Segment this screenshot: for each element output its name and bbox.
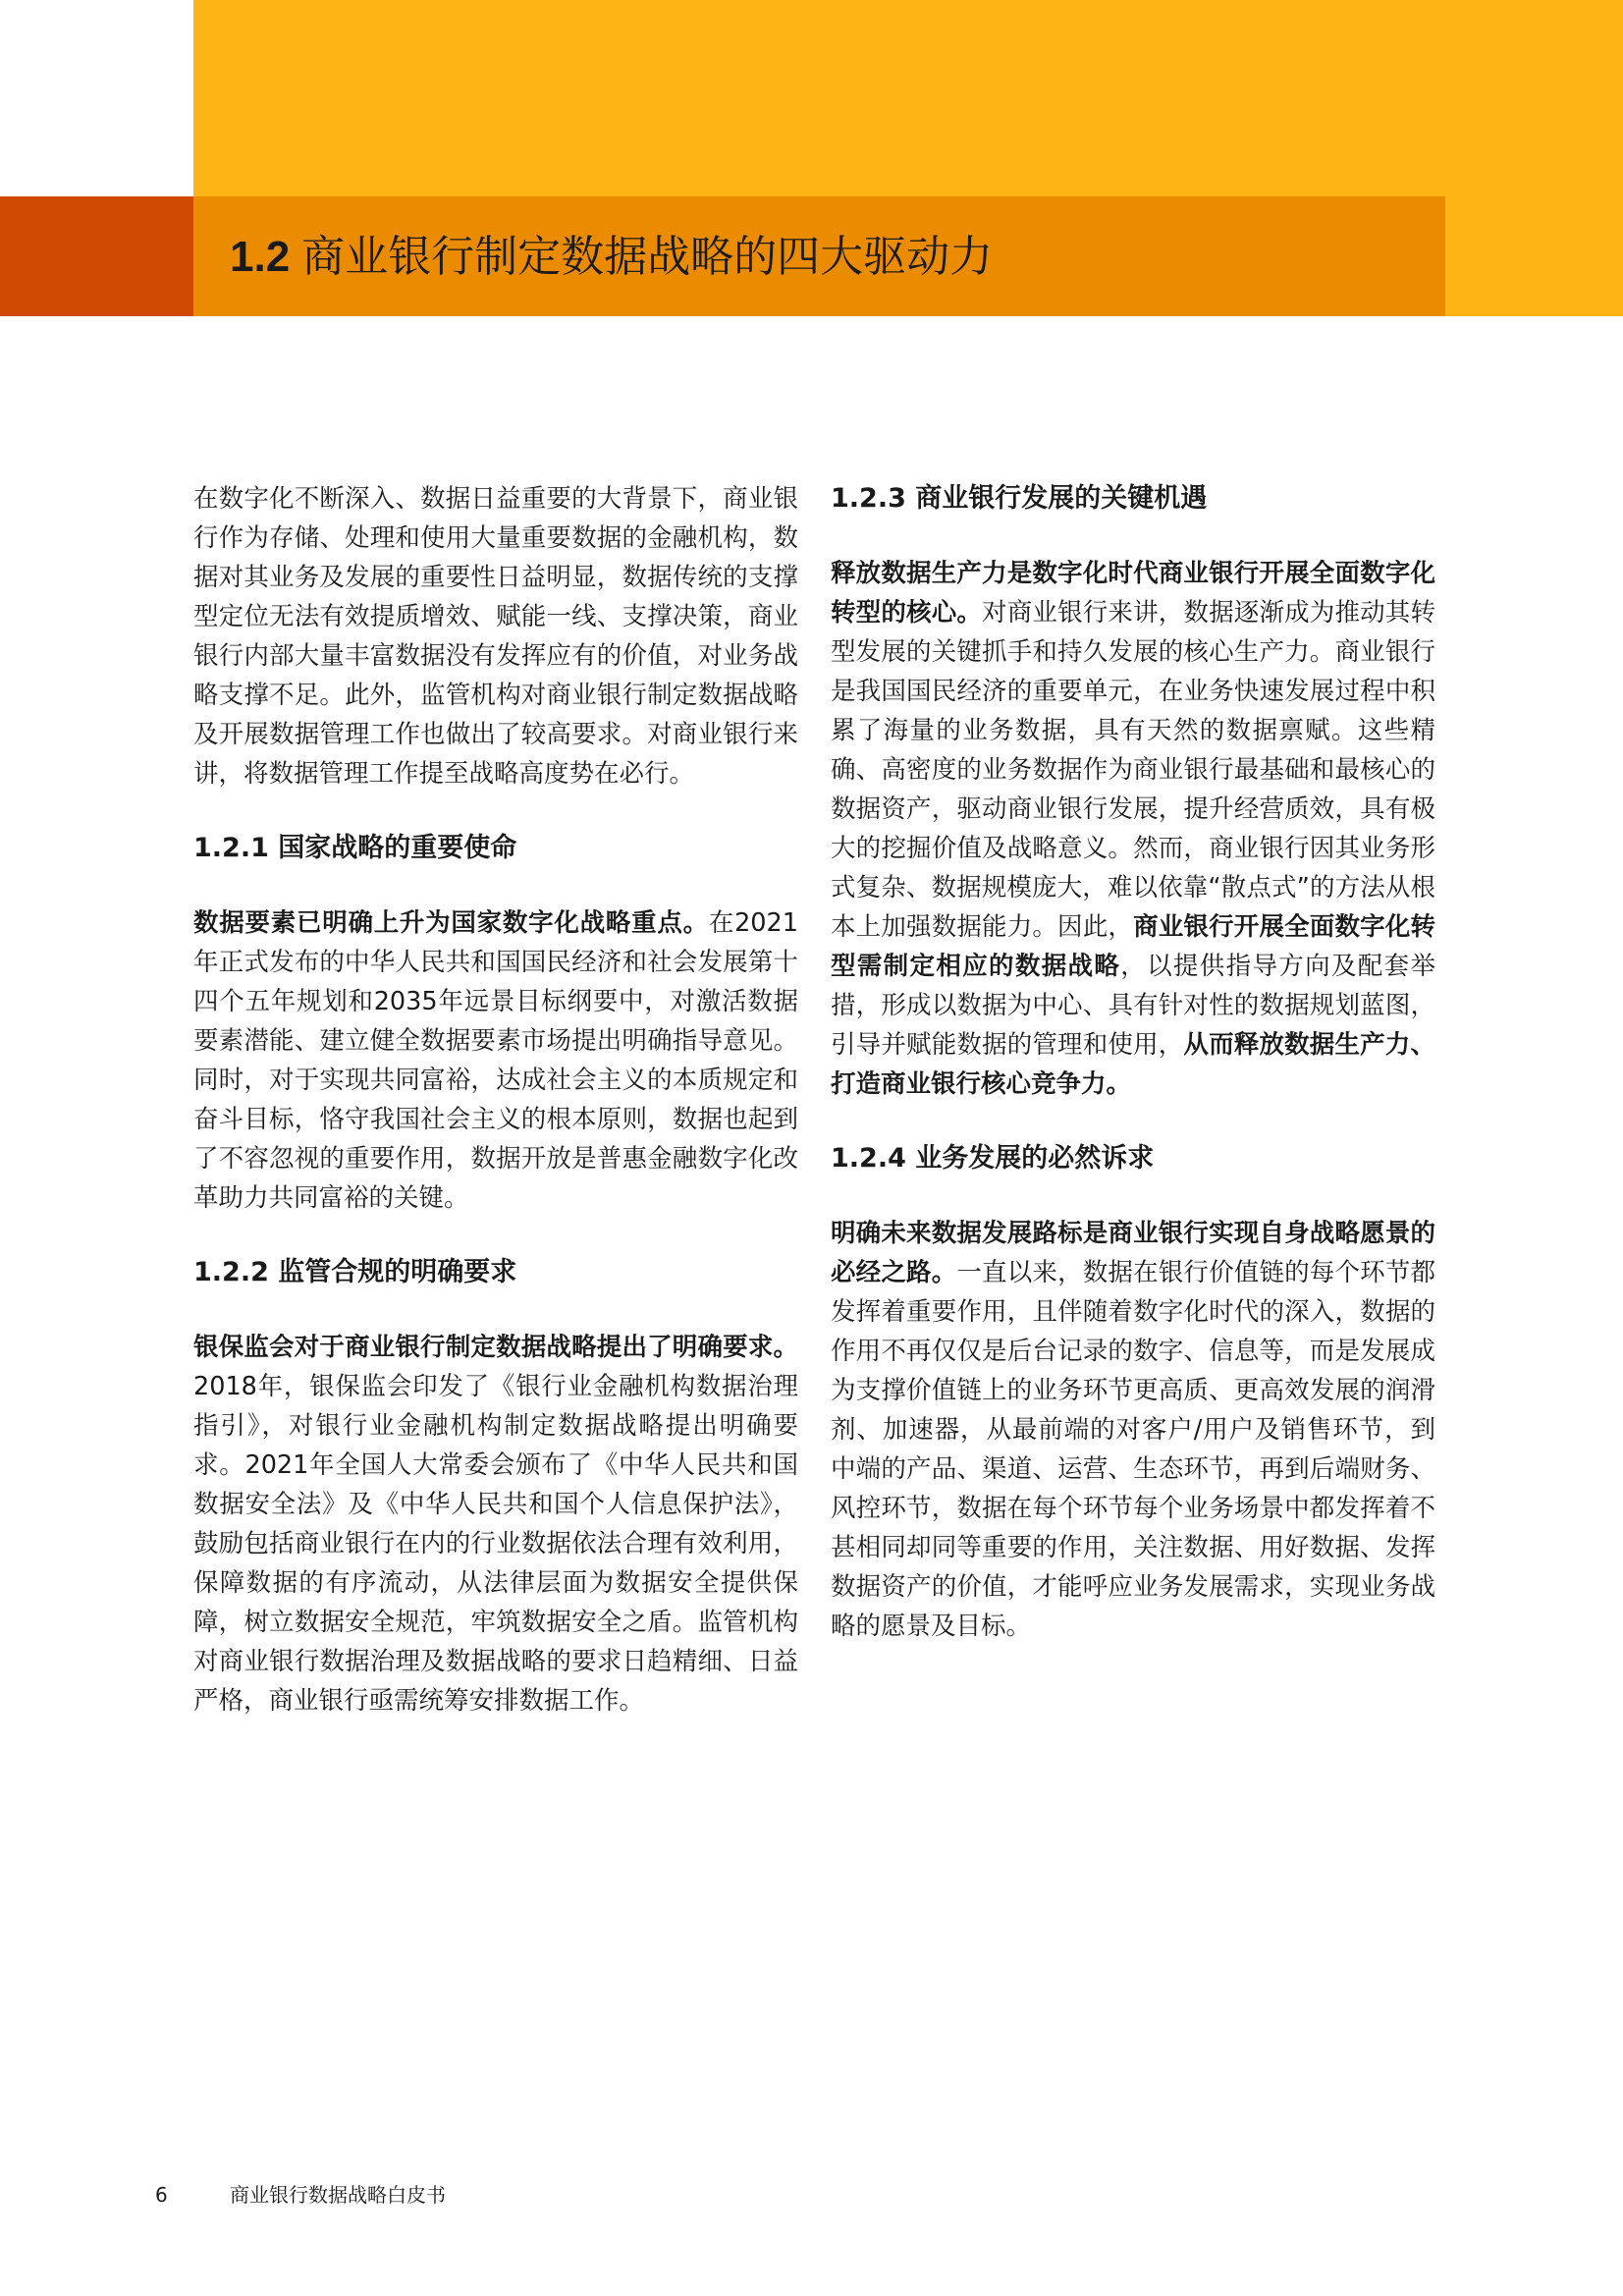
heading-1-2-1: 1.2.1 国家战略的重要使命 xyxy=(193,833,517,863)
footer-doc-title: 商业银行数据战略白皮书 xyxy=(230,2183,446,2207)
body-1-2-3-part1: 对商业银行来讲，数据逐渐成为推动其转型发展的关键抓手和持久发展的核心生产力。商业银行是我国国民经济的重要单元，在业务快速发展过程中积累了海量的业务数据，具有天然的数据禀赋。这些精确、高密度的业务数据作为商业银行最基础和最核心的数据资产，驱动商业银行发展，提升经营质效，具有极大的挖掘价值及战略意义。然而，商业银行因其业务形式复杂、数据规模庞大，难以依靠“散点式”的方法从根本上加强数据能力。因此， xyxy=(831,598,1435,942)
body-1-2-3-part2: ，以提供指导方向及配套举措，形成以数据为中心、具有针对性的数据规划蓝图，引导并赋能数据的管理和使用， xyxy=(831,952,1435,1060)
intro-paragraph: 在数字化不断深入、数据日益重要的大背景下，商业银行作为存储、处理和使用大量重要数据的金融机构，数据对其业务及发展的重要性日益明显，数据传统的支撑型定位无法有效提质增效、赋能一线、支撑决策，商业银行内部大量丰富数据没有发挥应有的价值，对业务战略支撑不足。此外，监管机构对商业银行制定数据战略及开展数据管理工作也做出了较高要求。对商业银行来讲，将数据管理工作提至战略高度势在必行。 xyxy=(193,484,798,789)
section-number: 1.2 xyxy=(230,233,291,281)
bold-1-2-3-part3: 从而释放数据生产力、打造商业银行核心竞争力。 xyxy=(831,1030,1435,1099)
heading-1-2-4: 1.2.4 业务发展的必然诉求 xyxy=(831,1143,1155,1174)
bold-1-2-3-part2: 商业银行开展全面数字化转型需制定相应的数据战略 xyxy=(831,912,1435,981)
lead-1-2-3: 释放数据生产力是数字化时代商业银行开展全面数字化转型的核心。 xyxy=(831,559,1435,628)
heading-1-2-2: 1.2.2 监管合规的明确要求 xyxy=(193,1257,517,1287)
left-column xyxy=(193,479,798,1756)
body-1-2-2: 2018年，银保监会印发了《银行业金融机构数据治理指引》，对银行业金融机构制定数据战略提出明确要求。2021年全国人大常委会颁布了《中华人民共和国数据安全法》及《中华人民共和国个人信息保护法》，鼓励包括商业银行在内的行业数据依法合理有效利用，保障数据的有序流动，从法律层面为数据安全提供保障，树立数据安全规范，牢筑数据安全之盾。监管机构对商业银行数据治理及数据战略的要求日趋精细、日益严格，商业银行亟需统筹安排数据工作。 xyxy=(193,1372,798,1716)
paragraph-1-2-4 xyxy=(831,1214,1435,1646)
lead-1-2-4: 明确未来数据发展路标是商业银行实现自身战略愿景的必经之路。 xyxy=(831,1219,1435,1287)
lead-1-2-1: 数据要素已明确上升为国家数字化战略重点。 xyxy=(193,908,709,938)
header-yellow-block xyxy=(193,0,1623,196)
body-1-2-4: 一直以来，数据在银行价值链的每个环节都发挥着重要作用，且伴随着数字化时代的深入，数据的作用不再仅仅是后台记录的数字、信息等，而是发展成为支撑价值链上的业务环节更高质、更高效发展的润滑剂、加速器，从最前端的对客户/用户及销售环节，到中端的产品、渠道、运营、生态环节，再到后端财务、风控环节，数据在每个环节每个业务场景中都发挥着不甚相同却同等重要的作用，关注数据、用好数据、发挥数据资产的价值，才能呼应业务发展需求，实现业务战略的愿景及目标。 xyxy=(831,1258,1435,1641)
page-title xyxy=(230,222,993,293)
heading-1-2-3: 1.2.3 商业银行发展的关键机遇 xyxy=(831,483,1208,514)
lead-1-2-2: 银保监会对于商业银行制定数据战略提出了明确要求。 xyxy=(193,1333,798,1362)
paragraph-1-2-2 xyxy=(193,1328,798,1721)
page-footer xyxy=(155,2180,446,2210)
title-accent-block xyxy=(0,196,193,316)
body-1-2-1: 在2021年正式发布的中华人民共和国国民经济和社会发展第十四个五年规划和2035年远景目标纲要中，对激活数据要素潜能、建立健全数据要素市场提出明确指导意见。同时，对于实现共同富裕，达成社会主义的本质规定和奋斗目标，恪守我国社会主义的根本原则，数据也起到了不容忽视的重要作用，数据开放是普惠金融数字化改革助力共同富裕的关键。 xyxy=(193,908,798,1213)
page-number: 6 xyxy=(155,2183,168,2207)
section-title: 商业银行制定数据战略的四大驱动力 xyxy=(301,232,994,282)
right-column xyxy=(831,479,1435,1681)
paragraph-1-2-1 xyxy=(193,903,798,1218)
paragraph-1-2-3 xyxy=(831,554,1435,1104)
title-edge-block xyxy=(1445,196,1623,316)
